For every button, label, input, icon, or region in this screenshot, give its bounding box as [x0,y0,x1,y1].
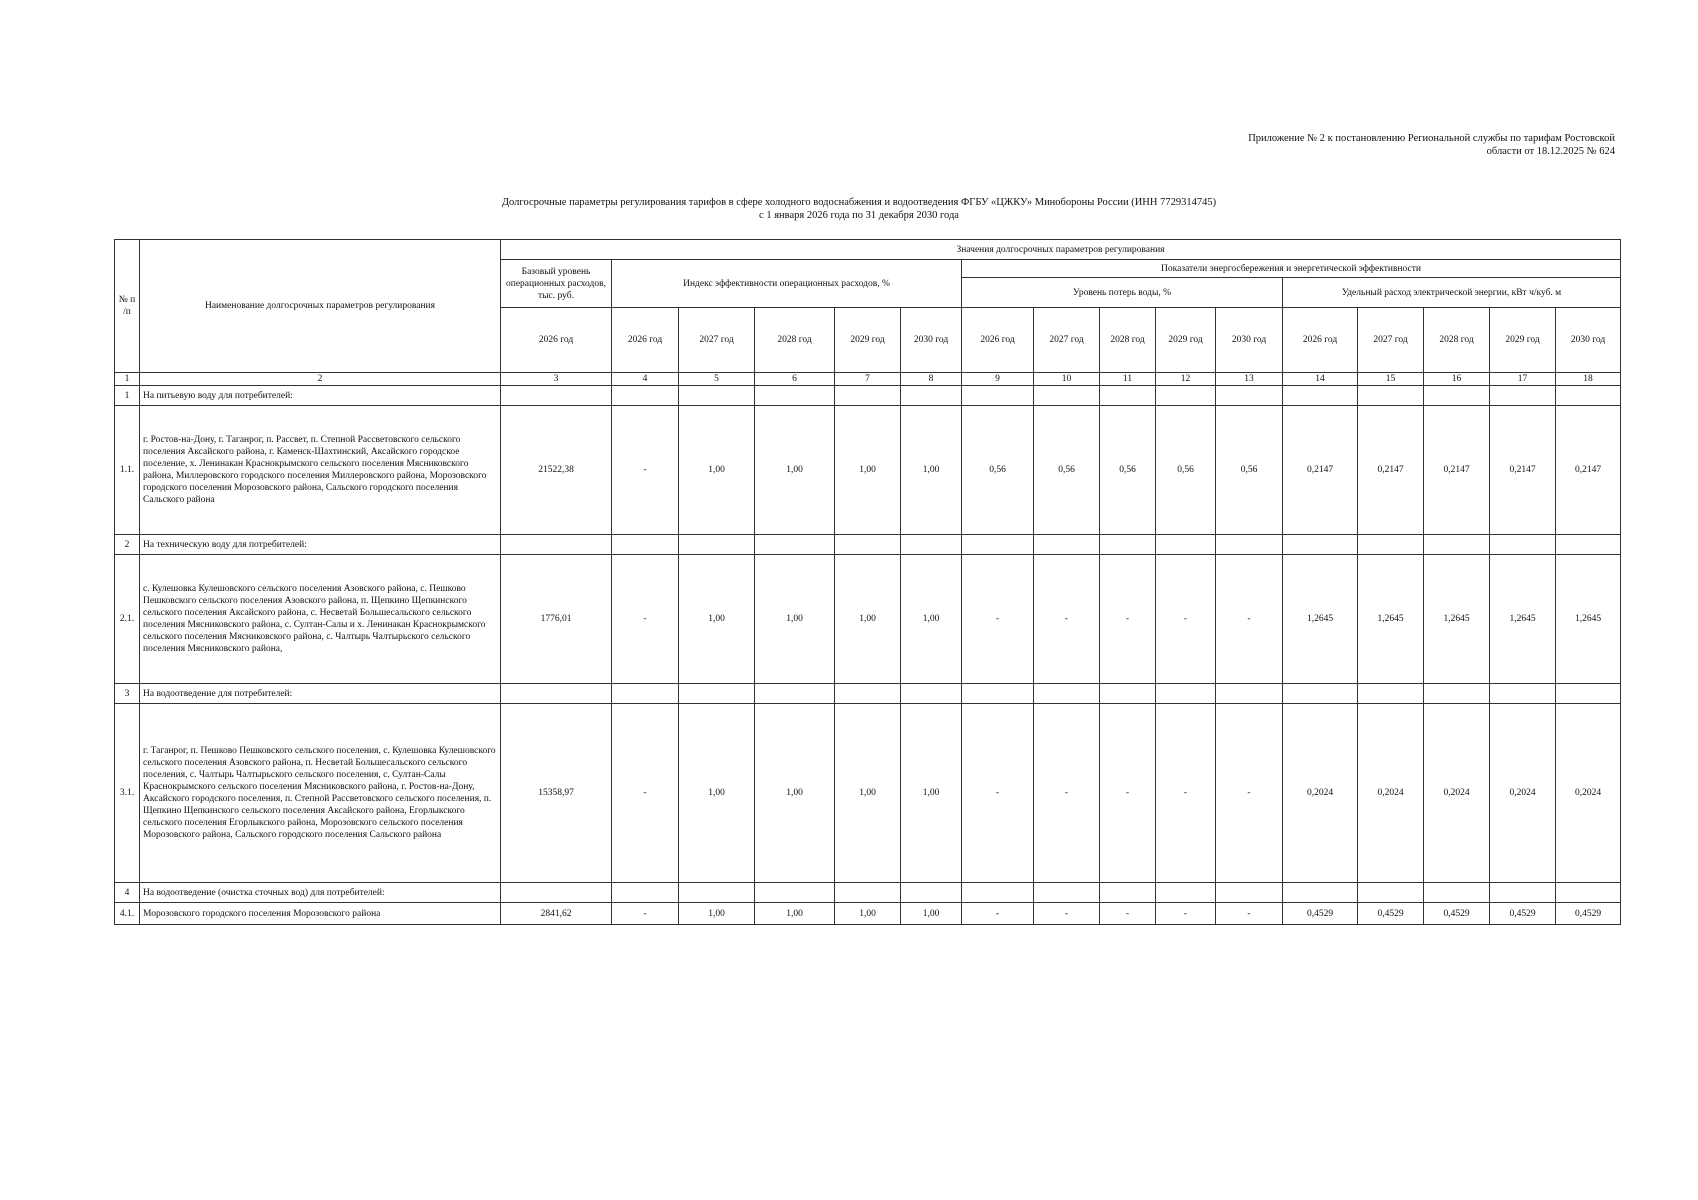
column-numbers-row [115,373,1621,386]
value-cell: 1,00 [835,903,901,925]
header-electric-consumption: Удельный расход электрической энергии, кВт ч/куб. м [1283,278,1621,308]
row-territory-name: г. Ростов-на-Дону, г. Таганрог, п. Рассвет, п. Степной Рассветовского сельского поселения Аксайского района, г. Каменск-Шахтинский, Аксайского городское поселение, х. Ленинакан Краснокрымского сельского поселения Мясниковского района, Миллеровского городского поселения Миллеровского района, Морозовского городского поселения Морозовского района, Сальского городского поселения Сальского района [140,406,501,535]
value-cell: 0,4529 [1556,903,1621,925]
value-cell: - [1216,555,1283,684]
value-cell: 0,2147 [1283,406,1358,535]
value-cell: - [962,903,1034,925]
value-cell: 1,00 [901,406,962,535]
empty-cell [962,883,1034,903]
column-number-cell: 11 [1100,373,1156,386]
column-number-cell: 4 [612,373,679,386]
empty-cell [835,684,901,704]
empty-cell [1556,883,1621,903]
value-cell: 0,56 [1100,406,1156,535]
value-cell: 1,00 [901,903,962,925]
empty-cell [962,386,1034,406]
value-cell: 1,00 [755,555,835,684]
value-cell: 1,2645 [1358,555,1424,684]
value-cell: 1,00 [901,704,962,883]
value-cell: - [1156,704,1216,883]
value-cell: - [1156,903,1216,925]
column-number-cell: 2 [140,373,501,386]
header-year-cell: 2029 год [1490,308,1556,373]
header-efficiency-index: Индекс эффективности операционных расходов, % [612,260,962,308]
value-cell: - [612,903,679,925]
value-cell: 0,4529 [1283,903,1358,925]
value-cell: 1,00 [901,555,962,684]
empty-cell [1490,883,1556,903]
header-year-cell: 2028 год [755,308,835,373]
empty-cell [679,684,755,704]
empty-cell [1034,535,1100,555]
appendix-line-2: области от 18.12.2025 № 624 [1486,146,1615,157]
table-row [115,903,1621,925]
empty-cell [1358,883,1424,903]
column-number-cell: 16 [1424,373,1490,386]
value-cell: 0,4529 [1358,903,1424,925]
column-number-cell: 1 [115,373,140,386]
empty-cell [1556,535,1621,555]
value-cell: 1,2645 [1424,555,1490,684]
header-year-cell: 2026 год [962,308,1034,373]
value-cell: 0,2147 [1358,406,1424,535]
empty-cell [1100,684,1156,704]
value-cell: 1,00 [835,555,901,684]
value-cell: - [962,704,1034,883]
title-line-1: Долгосрочные параметры регулирования тарифов в сфере холодного водоснабжения и водоотведения ФГБУ «ЦЖКУ» Минобороны России (ИНН 7729314745) [501,197,1217,208]
empty-cell [1490,684,1556,704]
header-row-group [115,240,1621,260]
empty-cell [1424,535,1490,555]
empty-cell [755,883,835,903]
value-cell: 1,2645 [1490,555,1556,684]
column-number-cell: 8 [901,373,962,386]
empty-cell [501,883,612,903]
empty-cell [1100,535,1156,555]
header-year-cell: 2026 год [612,308,679,373]
header-energy-group: Показатели энергосбережения и энергетической эффективности [962,260,1621,278]
header-year-cell: 2030 год [1216,308,1283,373]
empty-cell [1216,684,1283,704]
empty-cell [1358,386,1424,406]
value-cell: 15358,97 [501,704,612,883]
empty-cell [679,883,755,903]
empty-cell [1100,386,1156,406]
value-cell: 0,2024 [1358,704,1424,883]
value-cell: 1,00 [679,555,755,684]
row-number: 3.1. [115,704,140,883]
column-number-cell: 18 [1556,373,1621,386]
value-cell: 1776,01 [501,555,612,684]
empty-cell [1358,535,1424,555]
empty-cell [1283,684,1358,704]
empty-cell [1424,684,1490,704]
value-cell: - [1034,903,1100,925]
section-header-row [115,535,1621,555]
appendix-line-1: Приложение № 2 к постановлению Региональной службы по тарифам Ростовской [1248,133,1615,144]
table-row [115,704,1621,883]
empty-cell [1424,883,1490,903]
empty-cell [1216,883,1283,903]
value-cell: 21522,38 [501,406,612,535]
section-number: 3 [115,684,140,704]
value-cell: - [1216,903,1283,925]
parameters-table [114,239,1621,925]
empty-cell [1216,535,1283,555]
header-year-cell: 2028 год [1424,308,1490,373]
empty-cell [612,386,679,406]
row-territory-name: г. Таганрог, п. Пешково Пешковского сельского поселения, с. Кулешовка Кулешовского сельского поселения Азовского района, п. Несветай Большесальского сельского поселения, с. Чалтырь Чалтырьского сельского поселения, с. Султан-Салы Краснокрымского сельского поселения Мясниковского района, г. Ростов-на-Дону, Аксайского городского поселения, п. Степной Рассветовского сельского поселения, п. Щепкино Щепкинского сельского поселения Аксайского района, Егорлыкского сельского поселения Егорлыкского района, Морозовского сельского поселения Морозовского района, Сальского городского поселения Сальского района [140,704,501,883]
header-num: № п /п [115,240,140,373]
value-cell: 1,00 [679,406,755,535]
empty-cell [501,386,612,406]
column-number-cell: 6 [755,373,835,386]
header-year-cell: 2027 год [679,308,755,373]
empty-cell [679,535,755,555]
column-number-cell: 13 [1216,373,1283,386]
empty-cell [901,684,962,704]
section-title: На техническую воду для потребителей: [140,535,501,555]
value-cell: 1,00 [755,406,835,535]
empty-cell [1034,883,1100,903]
header-year-cell: 2028 год [1100,308,1156,373]
column-number-cell: 17 [1490,373,1556,386]
empty-cell [501,684,612,704]
empty-cell [1034,684,1100,704]
empty-cell [835,386,901,406]
column-number-cell: 12 [1156,373,1216,386]
value-cell: 0,2147 [1556,406,1621,535]
value-cell: 0,56 [1156,406,1216,535]
section-title: На питьевую воду для потребителей: [140,386,501,406]
value-cell: - [1034,555,1100,684]
value-cell: - [1216,704,1283,883]
empty-cell [755,386,835,406]
empty-cell [1556,386,1621,406]
header-name: Наименование долгосрочных параметров регулирования [140,240,501,373]
column-number-cell: 7 [835,373,901,386]
header-year-cell: 2029 год [835,308,901,373]
value-cell: 0,2024 [1490,704,1556,883]
table-row [115,406,1621,535]
header-year-cell: 2027 год [1358,308,1424,373]
empty-cell [1034,386,1100,406]
empty-cell [1424,386,1490,406]
value-cell: 0,2147 [1424,406,1490,535]
empty-cell [755,684,835,704]
value-cell: 1,00 [755,704,835,883]
value-cell: 1,00 [835,406,901,535]
value-cell: 0,56 [1216,406,1283,535]
empty-cell [1490,535,1556,555]
empty-cell [612,883,679,903]
empty-cell [1156,883,1216,903]
empty-cell [962,684,1034,704]
value-cell: - [1100,704,1156,883]
header-year-cell: 2026 год [1283,308,1358,373]
header-year-cell: 2026 год [501,308,612,373]
section-number: 4 [115,883,140,903]
header-year-cell: 2027 год [1034,308,1100,373]
empty-cell [1283,883,1358,903]
value-cell: 1,00 [835,704,901,883]
section-title: На водоотведение (очистка сточных вод) для потребителей: [140,883,501,903]
section-number: 2 [115,535,140,555]
value-cell: 0,4529 [1424,903,1490,925]
value-cell: 0,4529 [1490,903,1556,925]
section-header-row [115,883,1621,903]
empty-cell [1490,386,1556,406]
empty-cell [835,535,901,555]
row-number: 2.1. [115,555,140,684]
empty-cell [901,883,962,903]
empty-cell [679,386,755,406]
value-cell: 1,2645 [1283,555,1358,684]
column-number-cell: 10 [1034,373,1100,386]
value-cell: 1,2645 [1556,555,1621,684]
empty-cell [1358,684,1424,704]
empty-cell [1283,535,1358,555]
header-year-cell: 2030 год [901,308,962,373]
column-number-cell: 15 [1358,373,1424,386]
row-number: 4.1. [115,903,140,925]
section-header-row [115,386,1621,406]
header-water-losses: Уровень потерь воды, % [962,278,1283,308]
empty-cell [1216,386,1283,406]
value-cell: 2841,62 [501,903,612,925]
empty-cell [1283,386,1358,406]
empty-cell [1156,535,1216,555]
value-cell: 0,56 [962,406,1034,535]
value-cell: - [612,704,679,883]
row-territory-name: с. Кулешовка Кулешовского сельского поселения Азовского района, с. Пешково Пешковского сельского поселения Азовского района, п. Щепкино Щепкинского сельского поселения Аксайского района, с. Несветай Большесальского сельского поселения Мясниковского района, с. Султан-Салы и х. Ленинакан Краснокрымского сельского поселения Мясниковского района, с. Чалтырь Чалтырьского сельского поселения Мясниковского района, [140,555,501,684]
column-number-cell: 3 [501,373,612,386]
value-cell: 0,2147 [1490,406,1556,535]
value-cell: 0,2024 [1556,704,1621,883]
empty-cell [1156,386,1216,406]
value-cell: - [612,406,679,535]
row-number: 1.1. [115,406,140,535]
title-line-2: с 1 января 2026 года по 31 декабря 2030 года [759,210,959,221]
empty-cell [901,535,962,555]
value-cell: - [962,555,1034,684]
empty-cell [1156,684,1216,704]
column-number-cell: 14 [1283,373,1358,386]
value-cell: 1,00 [755,903,835,925]
header-base-level: Базовый уровень операционных расходов, тыс. руб. [501,260,612,308]
value-cell: - [612,555,679,684]
empty-cell [901,386,962,406]
appendix-note [1195,132,1615,158]
empty-cell [501,535,612,555]
table-row [115,555,1621,684]
empty-cell [612,535,679,555]
value-cell: - [1034,704,1100,883]
empty-cell [835,883,901,903]
empty-cell [962,535,1034,555]
row-territory-name: Морозовского городского поселения Морозовского района [140,903,501,925]
value-cell: 1,00 [679,704,755,883]
document-title [0,196,1698,222]
empty-cell [1100,883,1156,903]
column-number-cell: 9 [962,373,1034,386]
value-cell: 0,2024 [1283,704,1358,883]
column-number-cell: 5 [679,373,755,386]
value-cell: 1,00 [679,903,755,925]
empty-cell [1556,684,1621,704]
value-cell: - [1100,555,1156,684]
empty-cell [755,535,835,555]
value-cell: - [1156,555,1216,684]
header-year-cell: 2029 год [1156,308,1216,373]
header-values-group: Значения долгосрочных параметров регулирования [501,240,1621,260]
value-cell: 0,2024 [1424,704,1490,883]
header-year-cell: 2030 год [1556,308,1621,373]
section-header-row [115,684,1621,704]
empty-cell [612,684,679,704]
value-cell: - [1100,903,1156,925]
section-number: 1 [115,386,140,406]
section-title: На водоотведение для потребителей: [140,684,501,704]
value-cell: 0,56 [1034,406,1100,535]
